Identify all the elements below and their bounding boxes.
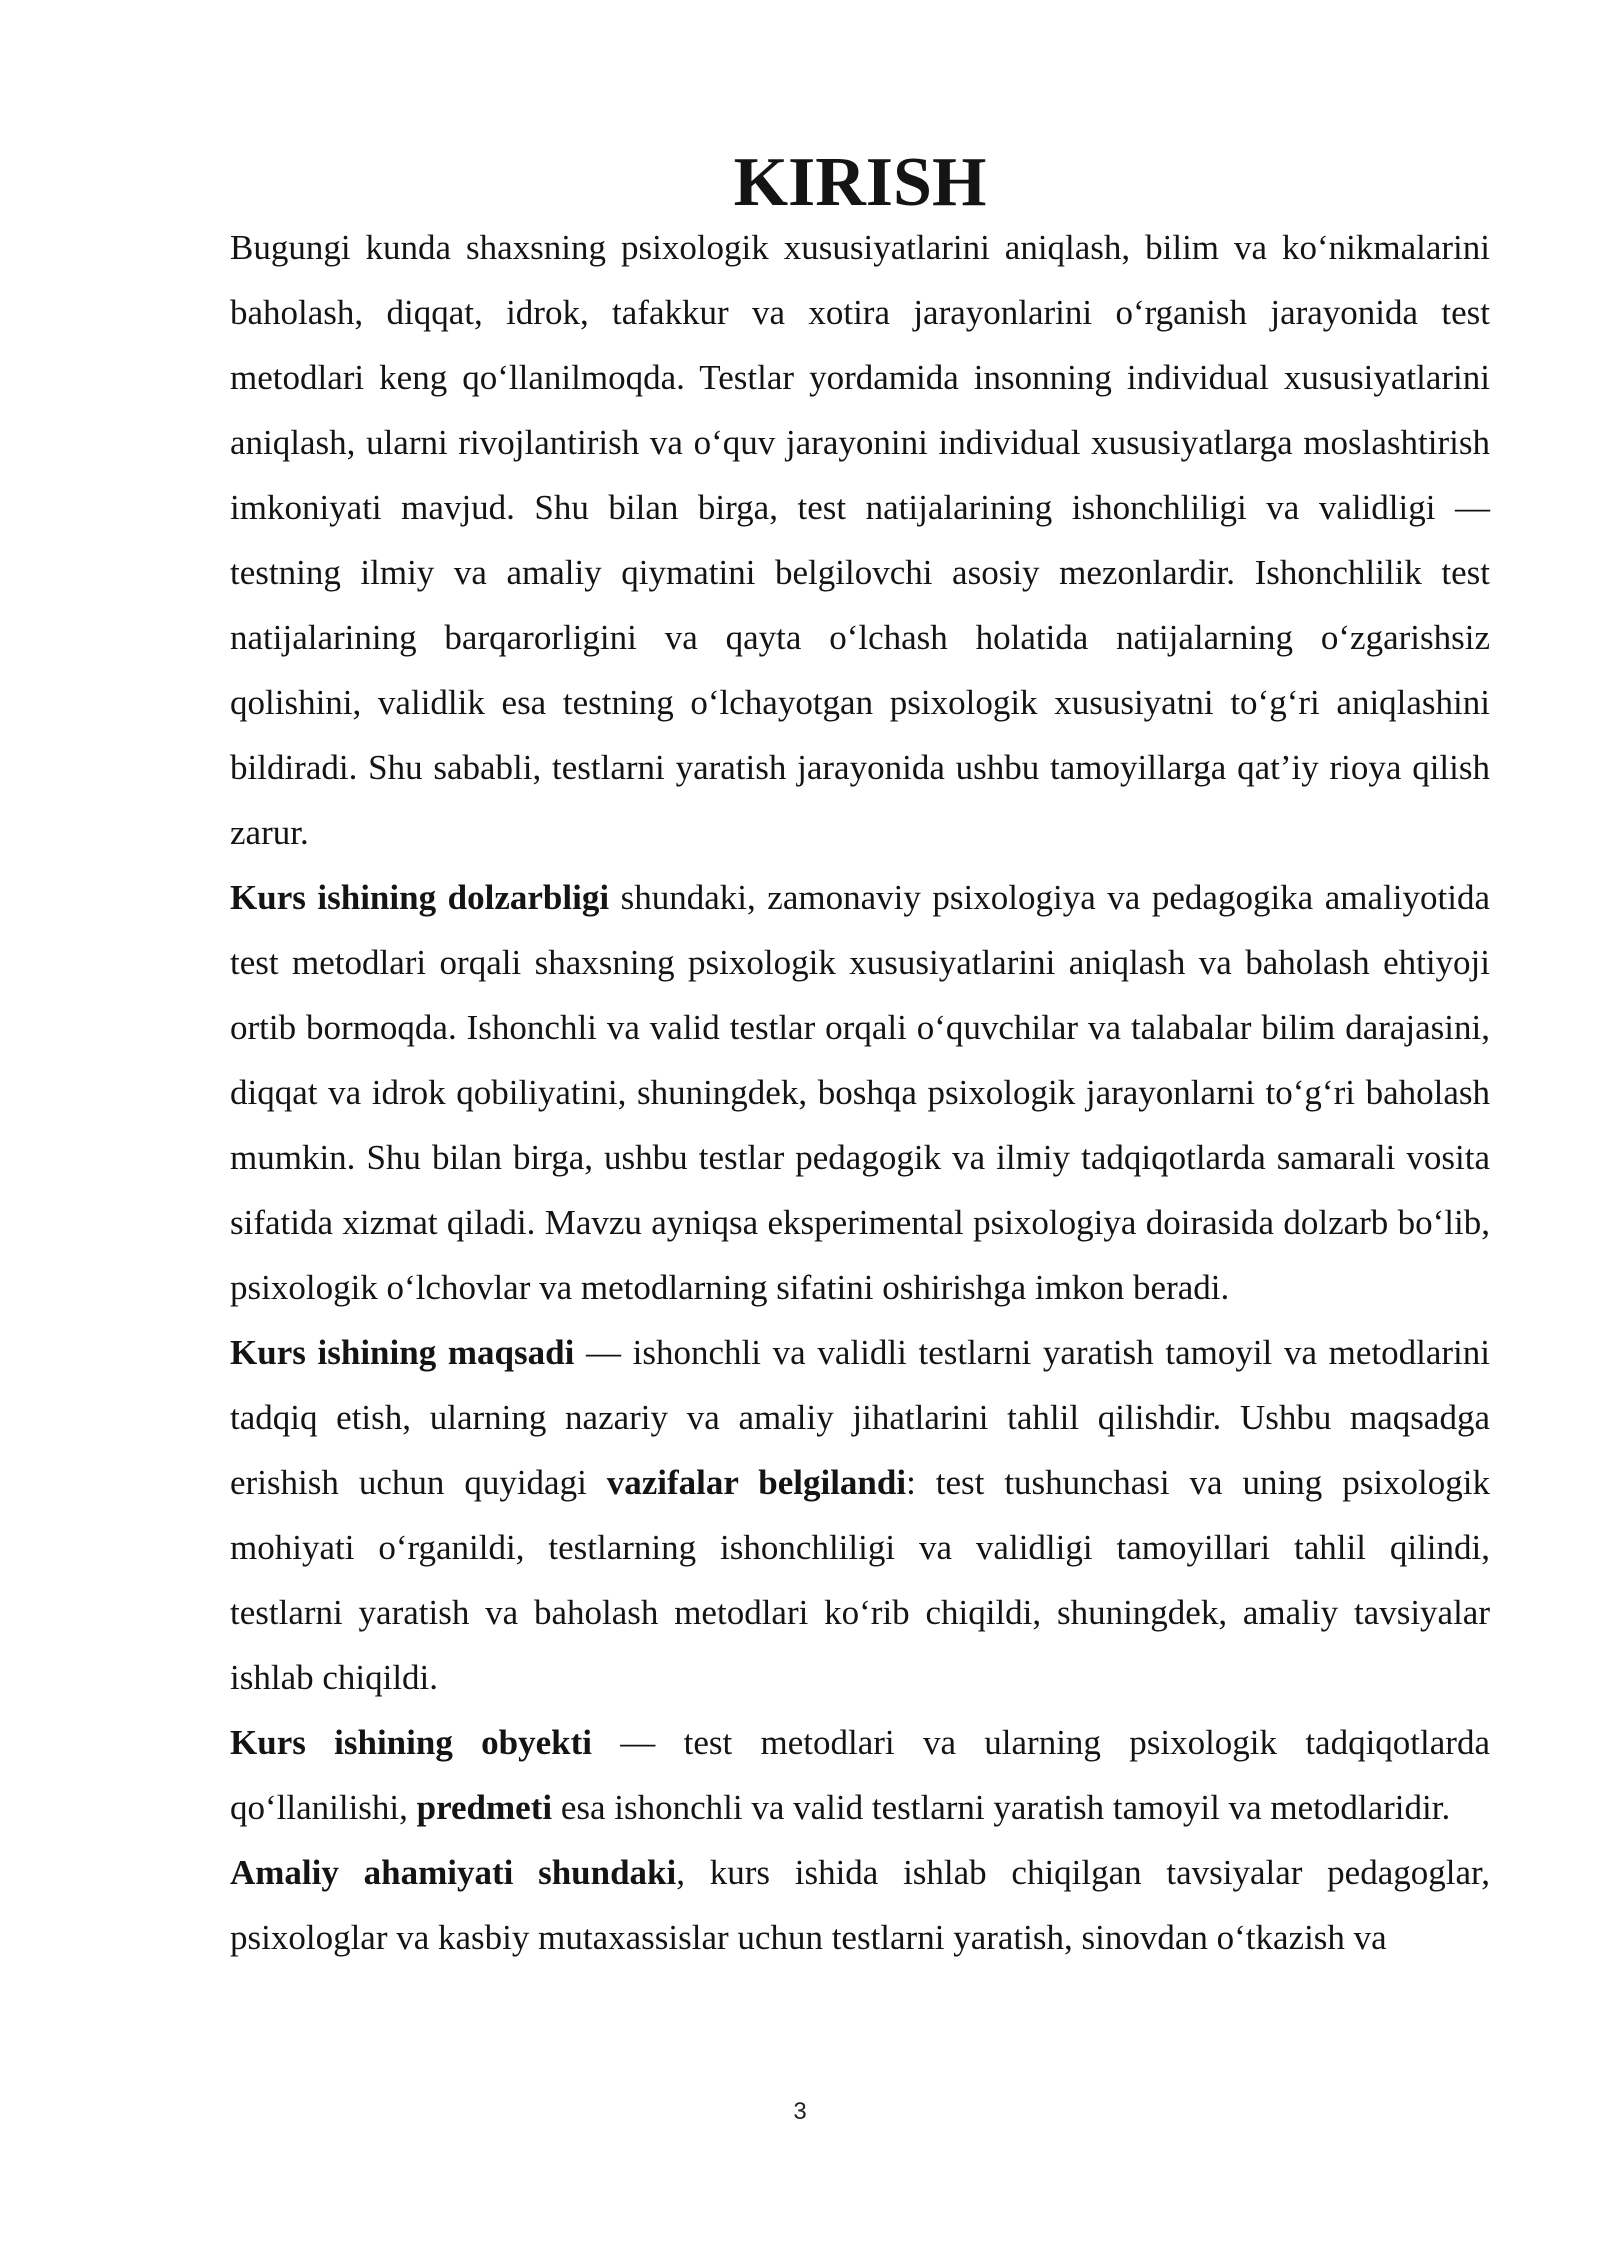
paragraph-heading-relevance: Kurs ishining dolzarbligi	[230, 878, 610, 917]
paragraph-text: shundaki, zamonaviy psixologiya va pedagogika amaliyotida test metodlari orqali shaxsning psixologik xususiyatlarini aniqlash va baholash ehtiyoji ortib bormoqda. Ishonchli va valid testlar orqali o‘quvchilar va talabalar bilim darajasini, diqqat va idrok qobiliyatini, shuningdek, boshqa psixologik jarayonlarni to‘g‘ri baholash mumkin. Shu bilan birga, ushbu testlar pedagogik va ilmiy tadqiqotlarda samarali vosita sifatida xizmat qiladi. Mavzu ayniqsa eksperimental psixologiya doirasida dolzarb bo‘lib, psixologik o‘lchovlar va metodlarning sifatini oshirishga imkon beradi.	[230, 878, 1490, 1307]
paragraph-object	[230, 1710, 1490, 1840]
page-content	[230, 144, 1491, 1970]
paragraph-text: , kurs ishida ishlab chiqilgan tavsiyalar pedagoglar, psixologlar va kasbiy mutaxassislar uchun testlarni yaratish, sinovdan o‘tkazish va	[230, 1853, 1491, 1957]
paragraph-heading-tasks: vazifalar belgilandi	[606, 1463, 907, 1502]
paragraph-relevance	[230, 865, 1490, 1320]
paragraph-practical-significance	[230, 1840, 1490, 1970]
paragraph-text: — ishonchli va validli testlarni yaratish tamoyil va metodlarini tadqiq etish, ularning nazariy va amaliy jihatlarini tahlil qilishdir. Ushbu maqsadga erishish uchun quyidagi	[230, 1333, 1490, 1502]
page-title: KIRISH	[733, 144, 987, 221]
paragraph-heading-subject: predmeti	[416, 1788, 553, 1827]
paragraph-introduction	[230, 215, 1490, 865]
paragraph-text: — test metodlari va ularning psixologik tadqiqotlarda qo‘llanilishi,	[230, 1723, 1490, 1827]
paragraph-text: esa ishonchli va valid testlarni yaratish tamoyil va metodlaridir.	[552, 1788, 1451, 1827]
paragraph-text: : test tushunchasi va uning psixologik mohiyati o‘rganildi, testlarning ishonchliligi va validligi tamoyillari tahlil qilindi, testlarni yaratish va baholash metodlari ko‘rib chiqildi, shuningdek, amaliy tavsiyalar ishlab chiqildi.	[230, 1463, 1490, 1697]
paragraph-heading-practical: Amaliy ahamiyati shundaki	[230, 1853, 677, 1892]
paragraph-heading-goal: Kurs ishining maqsadi	[230, 1333, 575, 1372]
paragraph-goal	[230, 1320, 1490, 1710]
paragraph-text: Bugungi kunda shaxsning psixologik xususiyatlarini aniqlash, bilim va ko‘nikmalarini baholash, diqqat, idrok, tafakkur va xotira jarayonlarini o‘rganish jarayonida test metodlari keng qo‘llanilmoqda. Testlar yordamida insonning individual xususiyatlarini aniqlash, ularni rivojlantirish va o‘quv jarayonini individual xususiyatlarga moslashtirish imkoniyati mavjud. Shu bilan birga, test natijalarining ishonchliligi va validligi — testning ilmiy va amaliy qiymatini belgilovchi asosiy mezonlardir. Ishonchlilik test natijalarining barqarorligini va qayta o‘lchash holatida natijalarning o‘zgarishsiz qolishini, validlik esa testning o‘lchayotgan psixologik xususiyatni to‘g‘ri aniqlashini bildiradi. Shu sababli, testlarni yaratish jarayonida ushbu tamoyillarga qat’iy rioya qilish zarur.	[230, 228, 1490, 852]
paragraph-heading-object: Kurs ishining obyekti	[230, 1723, 592, 1762]
page-number: 3	[793, 2098, 807, 2125]
